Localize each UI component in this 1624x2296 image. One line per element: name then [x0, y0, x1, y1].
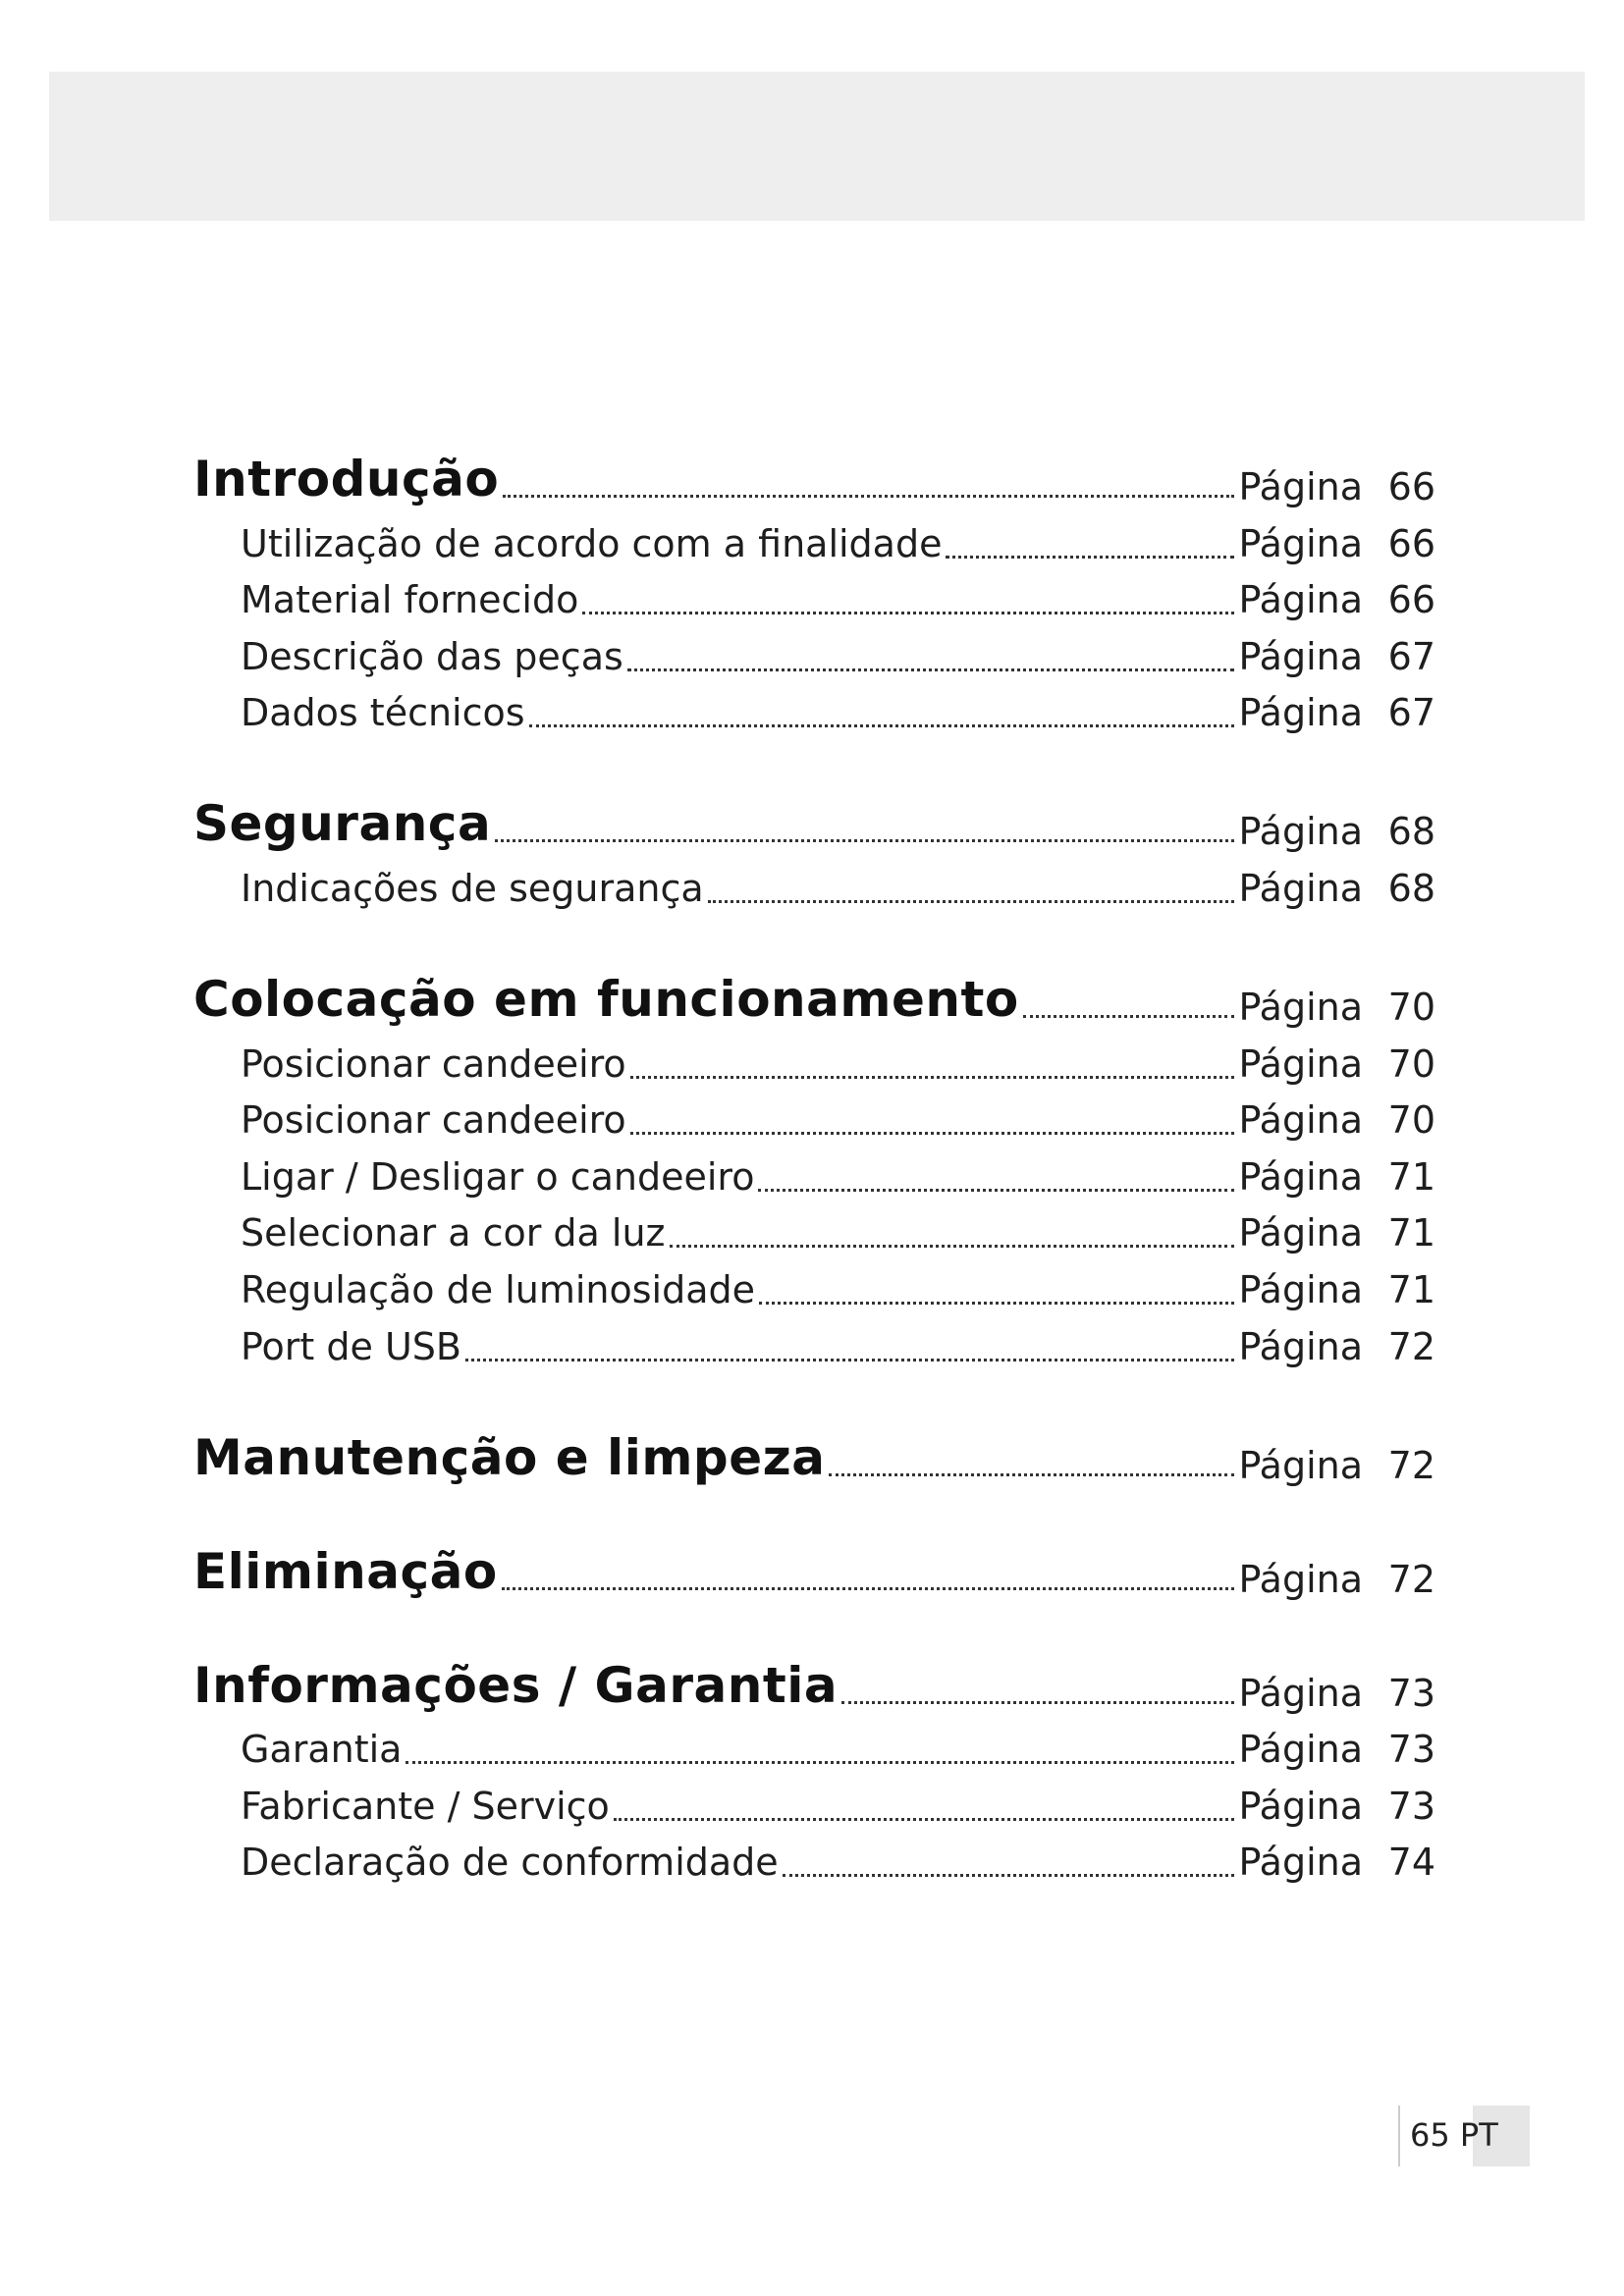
dot-leader	[503, 483, 1234, 498]
toc-entry-row[interactable]	[193, 1774, 1435, 1831]
section-spacer	[193, 1490, 1435, 1539]
dot-leader	[406, 1749, 1234, 1764]
toc-entry-title: Ligar / Desligar o candeeiro	[241, 1154, 755, 1199]
page-label: Página	[1238, 1154, 1363, 1199]
page-label: Página	[1238, 1324, 1363, 1368]
toc-entry-row[interactable]	[193, 1145, 1435, 1201]
toc-entry-row[interactable]	[193, 1718, 1435, 1775]
page-label: Página	[1238, 1041, 1363, 1086]
toc-entry-title: Fabricante / Serviço	[241, 1784, 610, 1828]
page-label: Página	[1238, 985, 1363, 1029]
toc-entry-title: Indicações de segurança	[241, 866, 704, 910]
toc-entry-title: Posicionar candeeiro	[241, 1098, 626, 1143]
page-footer	[1398, 2106, 1530, 2166]
page-label: Página	[1238, 1557, 1363, 1601]
page-label: Página	[1238, 521, 1363, 565]
toc-section-colocacao	[193, 967, 1435, 1371]
toc-entry-row[interactable]	[193, 1032, 1435, 1089]
page-label: Página	[1238, 578, 1363, 622]
page-number: 67	[1387, 691, 1435, 735]
page-number: 72	[1387, 1557, 1435, 1601]
dot-leader	[841, 1689, 1234, 1704]
header-band	[49, 72, 1585, 221]
dot-leader	[502, 1575, 1235, 1590]
dot-leader	[759, 1290, 1234, 1305]
toc-section-informacoes	[193, 1653, 1435, 1888]
section-spacer	[193, 737, 1435, 791]
footer-page-number: 65	[1410, 2116, 1450, 2154]
page-number: 73	[1387, 1671, 1435, 1715]
page-label: Página	[1238, 1267, 1363, 1311]
toc-section-seguranca	[193, 791, 1435, 913]
footer-language-code: PT	[1459, 2116, 1498, 2154]
section-spacer	[193, 913, 1435, 967]
page-number: 71	[1387, 1267, 1435, 1311]
table-of-contents	[193, 447, 1435, 1887]
toc-entry-title: Material fornecido	[241, 578, 579, 622]
toc-heading-row[interactable]	[193, 791, 1435, 856]
page-label: Página	[1238, 1671, 1363, 1715]
page-number: 66	[1387, 578, 1435, 622]
toc-section-eliminacao	[193, 1539, 1435, 1604]
toc-entry-row[interactable]	[193, 1831, 1435, 1888]
toc-entry-title: Regulação de luminosidade	[241, 1267, 756, 1311]
toc-heading-row[interactable]	[193, 1653, 1435, 1718]
page-number: 71	[1387, 1211, 1435, 1255]
toc-entry-title: Declaração de conformidade	[241, 1841, 779, 1885]
section-spacer	[193, 1371, 1435, 1425]
dot-leader	[630, 1120, 1235, 1135]
page-number: 71	[1387, 1154, 1435, 1199]
toc-entry-row[interactable]	[193, 511, 1435, 568]
toc-entry-row[interactable]	[193, 1314, 1435, 1371]
dot-leader	[708, 888, 1235, 903]
footer-divider	[1398, 2106, 1400, 2166]
toc-entry-title: Dados técnicos	[241, 691, 525, 735]
page-label: Página	[1238, 1098, 1363, 1143]
toc-heading-row[interactable]	[193, 447, 1435, 511]
page-number: 74	[1387, 1841, 1435, 1885]
page-label: Página	[1238, 634, 1363, 678]
toc-entry-title: Descrição das peças	[241, 634, 623, 678]
toc-heading-title: Introdução	[193, 451, 500, 507]
toc-entry-row[interactable]	[193, 681, 1435, 738]
toc-entry-title: Posicionar candeeiro	[241, 1041, 626, 1086]
toc-entry-row[interactable]	[193, 624, 1435, 681]
page-number: 73	[1387, 1784, 1435, 1828]
page-number: 68	[1387, 866, 1435, 910]
page-number: 68	[1387, 810, 1435, 854]
dot-leader	[582, 600, 1234, 614]
page-number: 66	[1387, 521, 1435, 565]
dot-leader	[758, 1177, 1234, 1192]
toc-section-manutencao	[193, 1425, 1435, 1490]
dot-leader	[627, 657, 1235, 671]
page-number: 73	[1387, 1728, 1435, 1772]
page-number: 72	[1387, 1443, 1435, 1487]
page-label: Página	[1238, 1841, 1363, 1885]
dot-leader	[630, 1064, 1235, 1079]
page-label: Página	[1238, 810, 1363, 854]
page-label: Página	[1238, 866, 1363, 910]
toc-entry-row[interactable]	[193, 1201, 1435, 1258]
page-number: 66	[1387, 465, 1435, 508]
toc-heading-row[interactable]	[193, 1425, 1435, 1490]
page-label: Página	[1238, 1443, 1363, 1487]
dot-leader	[495, 828, 1234, 842]
dot-leader	[946, 544, 1234, 559]
page-number: 70	[1387, 1041, 1435, 1086]
toc-heading-row[interactable]	[193, 967, 1435, 1032]
dot-leader	[614, 1806, 1235, 1821]
dot-leader	[783, 1862, 1235, 1877]
page-label: Página	[1238, 1784, 1363, 1828]
page-label: Página	[1238, 1211, 1363, 1255]
toc-entry-title: Utilização de acordo com a finalidade	[241, 521, 943, 565]
page-number: 72	[1387, 1324, 1435, 1368]
toc-section-introducao	[193, 447, 1435, 737]
page-label: Página	[1238, 691, 1363, 735]
toc-entry-row[interactable]	[193, 856, 1435, 913]
section-spacer	[193, 1604, 1435, 1653]
dot-leader	[670, 1233, 1235, 1248]
toc-entry-row[interactable]	[193, 1257, 1435, 1314]
dot-leader	[829, 1462, 1234, 1476]
dot-leader	[1023, 1003, 1235, 1018]
toc-heading-title: Eliminação	[193, 1542, 498, 1600]
page-number: 70	[1387, 985, 1435, 1029]
toc-heading-row[interactable]	[193, 1539, 1435, 1604]
toc-entry-title: Port de USB	[241, 1324, 461, 1368]
toc-heading-title: Segurança	[193, 795, 492, 853]
page-number: 67	[1387, 634, 1435, 678]
page-label: Página	[1238, 1728, 1363, 1772]
toc-heading-title: Colocação em funcionamento	[193, 970, 1019, 1028]
toc-entry-row[interactable]	[193, 1089, 1435, 1146]
toc-entry-title: Selecionar a cor da luz	[241, 1211, 666, 1255]
toc-entry-row[interactable]	[193, 568, 1435, 625]
toc-entry-title: Garantia	[241, 1728, 403, 1772]
toc-heading-title: Manutenção e limpeza	[193, 1428, 826, 1486]
footer-page-marker	[1410, 2115, 1498, 2155]
dot-leader	[529, 713, 1235, 727]
dot-leader	[465, 1347, 1234, 1362]
page-label: Página	[1238, 465, 1363, 508]
toc-heading-title: Informações / Garantia	[193, 1656, 839, 1714]
page-number: 70	[1387, 1098, 1435, 1143]
